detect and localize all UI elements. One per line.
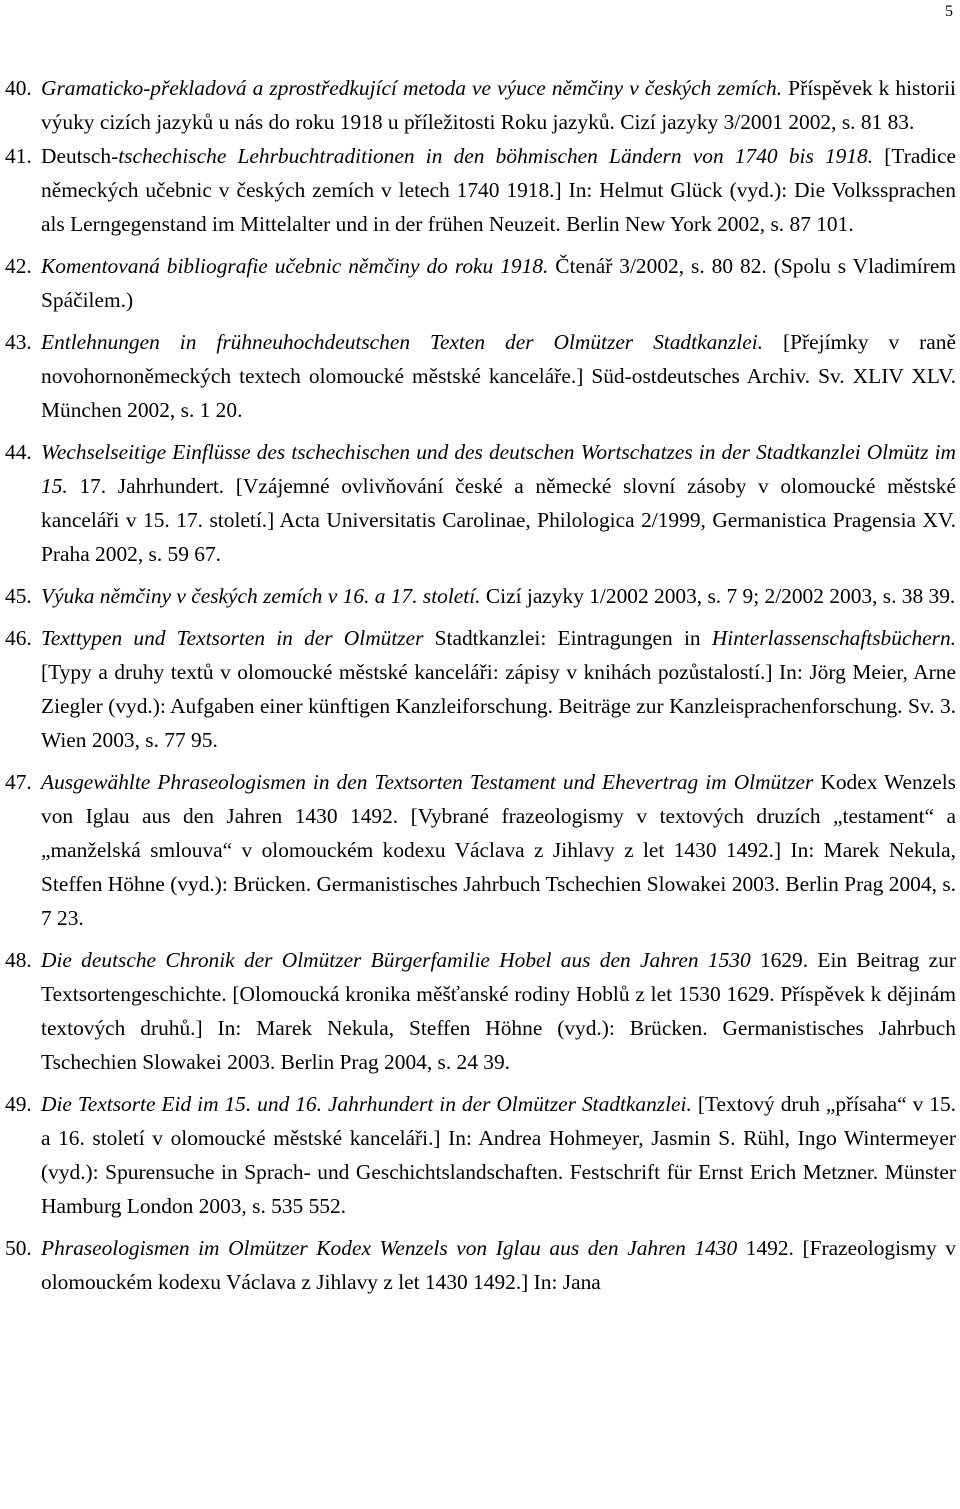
entry-title: Phraseologismen im Olmützer Kodex Wenzels von Iglau aus den Jahren 1430 xyxy=(41,1236,738,1260)
entry-number: 48. xyxy=(5,948,32,972)
entry-title: Wechselseitige Einflüsse des tschechischen und des deutschen Wortschatzes in der Stadtkanzlei Olmütz im 15. xyxy=(41,440,956,498)
entry-details: [Tradice německých učebnic v českých zemích v letech 1740 1918.] In: Helmut Glück (vyd.): Die Volkssprachen als Lerngegenstand im Mittelalter und in der frühen Neuzeit. Berlin New York 2002, s. 87 101. xyxy=(41,144,956,236)
entry-title: Gramaticko-překladová a zprostředkující metoda ve výuce němčiny v českých zemích. xyxy=(41,76,783,100)
entry-number: 43. xyxy=(5,330,32,354)
entry-title: Výuka němčiny v českých zemích v 16. a 17. století. xyxy=(41,584,481,608)
entry-details: [Přejímky v raně novohornoněmeckých textech olomoucké městské kanceláře.] Süd-ostdeutsches Archiv. Sv. XLIV XLV. München 2002, s. 1 20. xyxy=(41,330,956,422)
entry-title: tschechische Lehrbuchtraditionen in den böhmischen Ländern von 1740 bis 1918. xyxy=(118,144,874,168)
entry-details: Příspěvek k historii výuky cizích jazyků u nás do roku 1918 u příležitosti Roku jazyků. Cizí jazyky 3/2001 2002, s. 81 83. xyxy=(41,76,956,134)
entry-details-continued: [Typy a druhy textů v olomoucké městské kanceláři: zápisy v knihách pozůstalostí.] In: Jörg Meier, Arne Ziegler (vyd.): Aufgaben einer künftigen Kanzleiforschung. Beiträge zur Kanzleisprachenforschung. Sv. 3. Wien 2003, s. 77 95. xyxy=(41,660,956,752)
entry-details: 17. Jahrhundert. [Vzájemné ovlivňování české a německé slovní zásoby v olomoucké městské kanceláři v 15. 17. století.] Acta Universitatis Carolinae, Philologica 2/1999, Germanistica Pragensia XV. Praha 2002, s. 59 67. xyxy=(41,474,956,566)
bibliography-entry-43 xyxy=(0,325,960,427)
entry-details: [Textový druh „přísaha“ v 15. a 16. století v olomoucké městské kanceláři.] In: Andrea Hohmeyer, Jasmin S. Rühl, Ingo Wintermeyer (vyd.): Spurensuche in Sprach- und Geschichtslandschaften. Festschrift für Ernst Erich Metzner. Münster Hamburg London 2003, s. 535 552. xyxy=(41,1092,956,1218)
bibliography-entry-48 xyxy=(0,943,960,1079)
bibliography-list xyxy=(0,71,960,1299)
bibliography-entry-44 xyxy=(0,435,960,571)
entry-details: 1629. Ein Beitrag zur Textsortengeschichte. [Olomoucká kronika měšťanské rodiny Hoblů z let 1530 1629. Příspěvek k dějinám textových druhů.] In: Marek Nekula, Steffen Höhne (vyd.): Brücken. Germanistisches Jahrbuch Tschechien Slowakei 2003. Berlin Prag 2004, s. 24 39. xyxy=(41,948,956,1074)
entry-title: Ausgewählte Phraseologismen in den Textsorten Testament und Ehevertrag im Olmützer xyxy=(41,770,814,794)
entry-title: Texttypen und Textsorten in der Olmützer xyxy=(41,626,424,650)
entry-title: Die deutsche Chronik der Olmützer Bürgerfamilie Hobel aus den Jahren 1530 xyxy=(41,948,751,972)
entry-title: Entlehnungen in frühneuhochdeutschen Texten der Olmützer Stadtkanzlei. xyxy=(41,330,764,354)
page-number: 5 xyxy=(945,3,953,20)
entry-title-prefix: Deutsch- xyxy=(41,144,119,168)
entry-details: Stadtkanzlei: Eintragungen in xyxy=(423,626,712,650)
entry-details: Čtenář 3/2002, s. 80 82. (Spolu s Vladimírem Spáčilem.) xyxy=(41,254,957,312)
bibliography-entry-50 xyxy=(0,1231,960,1299)
bibliography-entry-46 xyxy=(0,621,960,757)
entry-number: 50. xyxy=(5,1236,32,1260)
entry-number: 41. xyxy=(5,144,32,168)
entry-number: 40. xyxy=(5,76,32,100)
bibliography-entry-47 xyxy=(0,765,960,935)
entry-details: Kodex Wenzels von Iglau aus den Jahren 1430 1492. [Vybrané frazeologismy v textových druzích „testament“ a „manželská smlouva“ v olomouckém kodexu Václava z Jihlavy z let 1430 1492.] In: Marek Nekula, Steffen Höhne (vyd.): Brücken. Germanistisches Jahrbuch Tschechien Slowakei 2003. Berlin Prag 2004, s. 7 23. xyxy=(41,770,956,930)
entry-number: 42. xyxy=(5,254,32,278)
entry-title-continued: Hinterlassenschaftsbüchern. xyxy=(711,626,956,650)
entry-number: 47. xyxy=(5,770,32,794)
bibliography-entry-42 xyxy=(0,249,960,317)
entry-title: Komentovaná bibliografie učebnic němčiny do roku 1918. xyxy=(41,254,549,278)
entry-number: 49. xyxy=(5,1092,32,1116)
bibliography-entry-41 xyxy=(0,139,960,241)
entry-details: 1492. [Frazeologismy v olomouckém kodexu Václava z Jihlavy z let 1430 1492.] In: Jana xyxy=(41,1236,956,1294)
entry-title: Die Textsorte Eid im 15. und 16. Jahrhundert in der Olmützer Stadtkanzlei. xyxy=(41,1092,692,1116)
entry-number: 46. xyxy=(5,626,32,650)
entry-details: Cizí jazyky 1/2002 2003, s. 7 9; 2/2002 2003, s. 38 39. xyxy=(480,584,956,608)
bibliography-entry-49 xyxy=(0,1087,960,1223)
bibliography-entry-40 xyxy=(0,71,960,139)
bibliography-entry-45 xyxy=(0,579,960,613)
entry-number: 44. xyxy=(5,440,32,464)
entry-number: 45. xyxy=(5,584,32,608)
